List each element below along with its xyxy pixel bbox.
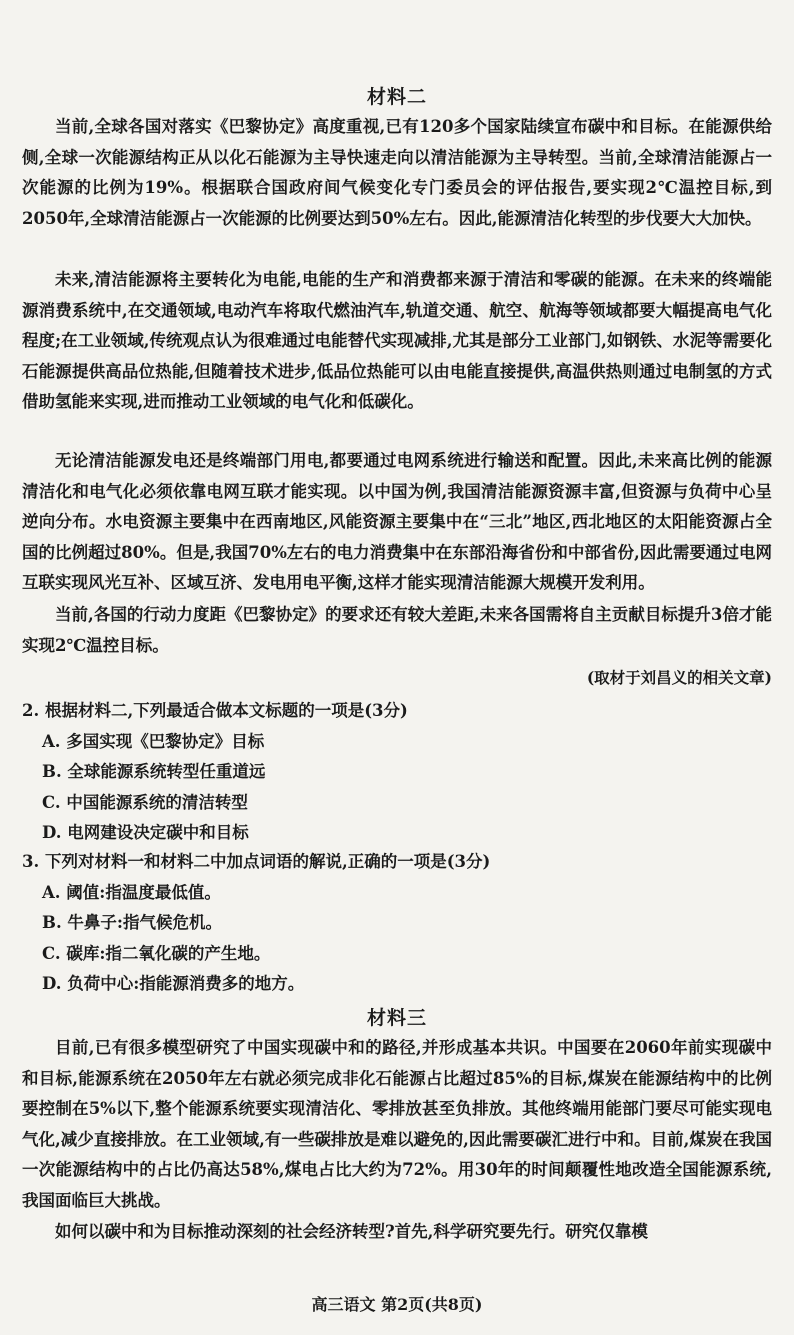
option-a: A. 多国实现《巴黎协定》目标 [42,731,265,751]
material2-title: 材料二 [366,86,427,108]
option-d: D. 负荷中心:指能源消费多的地方。 [42,974,305,993]
question-2 [22,696,772,849]
question-3 [22,847,772,1000]
material2-source: (取材于刘昌义的相关文章) [586,668,772,687]
option-b: B. 牛鼻子:指气候危机。 [42,913,223,932]
material2-paragraph-1: 当前,全球各国对落实《巴黎协定》高度重视,已有120多个国家陆续宣布碳中和目标。在能源供给侧,全球一次能源结构正从以化石能源为主导快速走向以清洁能源为主导转型。当前,全球清洁能源占一次能源的比例为19%。根据联合国政府间气候变化专门委员会的评估报告,要实现2℃温控目标,到2050年,全球清洁能源占一次能源的比例要达到50%左右。因此,能源清洁化转型的步伐要大大加快。 [22,117,772,228]
option-c: C. 中国能源系统的清洁转型 [42,792,248,812]
material2-paragraph-3: 无论清洁能源发电还是终端部门用电,都要通过电网系统进行输送和配置。因此,未来高比例的能源清洁化和电气化必须依靠电网互联才能实现。以中国为例,我国清洁能源资源丰富,但资源与负荷中心呈逆向分布。水电资源主要集中在西南地区,风能资源主要集中在“三北”地区,西北地区的太阳能资源占全国的比例超过80%。但是,我国70%左右的电力消费集中在东部沿海省份和中部省份,因此需要通过电网互联实现风光互补、区域互济、发电用电平衡,这样才能实现清洁能源大规模开发利用。 [22,451,772,592]
material2-paragraph-2: 未来,清洁能源将主要转化为电能,电能的生产和消费都来源于清洁和零碳的能源。在未来的终端能源消费系统中,在交通领域,电动汽车将取代燃油汽车,轨道交通、航空、航海等领域都要大幅提高电气化程度;在工业领域,传统观点认为很难通过电能替代实现减排,尤其是部分工业部门,如钢铁、水泥等需要化石能源提供高品位热能,但随着技术进步,低品位热能可以由电能直接提供,高温供热则通过电制氢的方式借助氢能来实现,进而推动工业领域的电气化和低碳化。 [22,270,772,411]
option-c: C. 碳库:指二氧化碳的产生地。 [42,943,271,963]
material3-paragraph-2: 如何以碳中和为目标推动深刻的社会经济转型?首先,科学研究要先行。研究仅靠模 [55,1222,648,1241]
material2-paragraph-4: 当前,各国的行动力度距《巴黎协定》的要求还有较大差距,未来各国需将自主贡献目标提升3倍才能实现2℃温控目标。 [22,605,772,655]
question-stem: 2. 根据材料二,下列最适合做本文标题的一项是(3分) [22,701,408,720]
option-b: B. 全球能源系统转型任重道远 [42,762,266,781]
material3-title: 材料三 [366,1007,427,1029]
option-a: A. 阈值:指温度最低值。 [42,882,221,902]
question-stem: 3. 下列对材料一和材料二中加点词语的解说,正确的一项是(3分) [22,852,491,871]
option-d: D. 电网建设决定碳中和目标 [42,823,249,842]
page-footer: 高三语文 第2页(共8页) [311,1295,483,1314]
material3-paragraph-1: 目前,已有很多模型研究了中国实现碳中和的路径,并形成基本共识。中国要在2060年前实现碳中和目标,能源系统在2050年左右就必须完成非化石能源占比超过85%的目标,煤炭在能源结构中的比例要控制在5%以下,整个能源系统要实现清洁化、零排放甚至负排放。其他终端用能部门要尽可能实现电气化,减少直接排放。在工业领域,有一些碳排放是难以避免的,因此需要碳汇进行中和。目前,煤炭在我国一次能源结构中的占比仍高达58%,煤电占比大约为72%。用30年的时间颠覆性地改造全国能源系统,我国面临巨大挑战。 [22,1038,772,1210]
